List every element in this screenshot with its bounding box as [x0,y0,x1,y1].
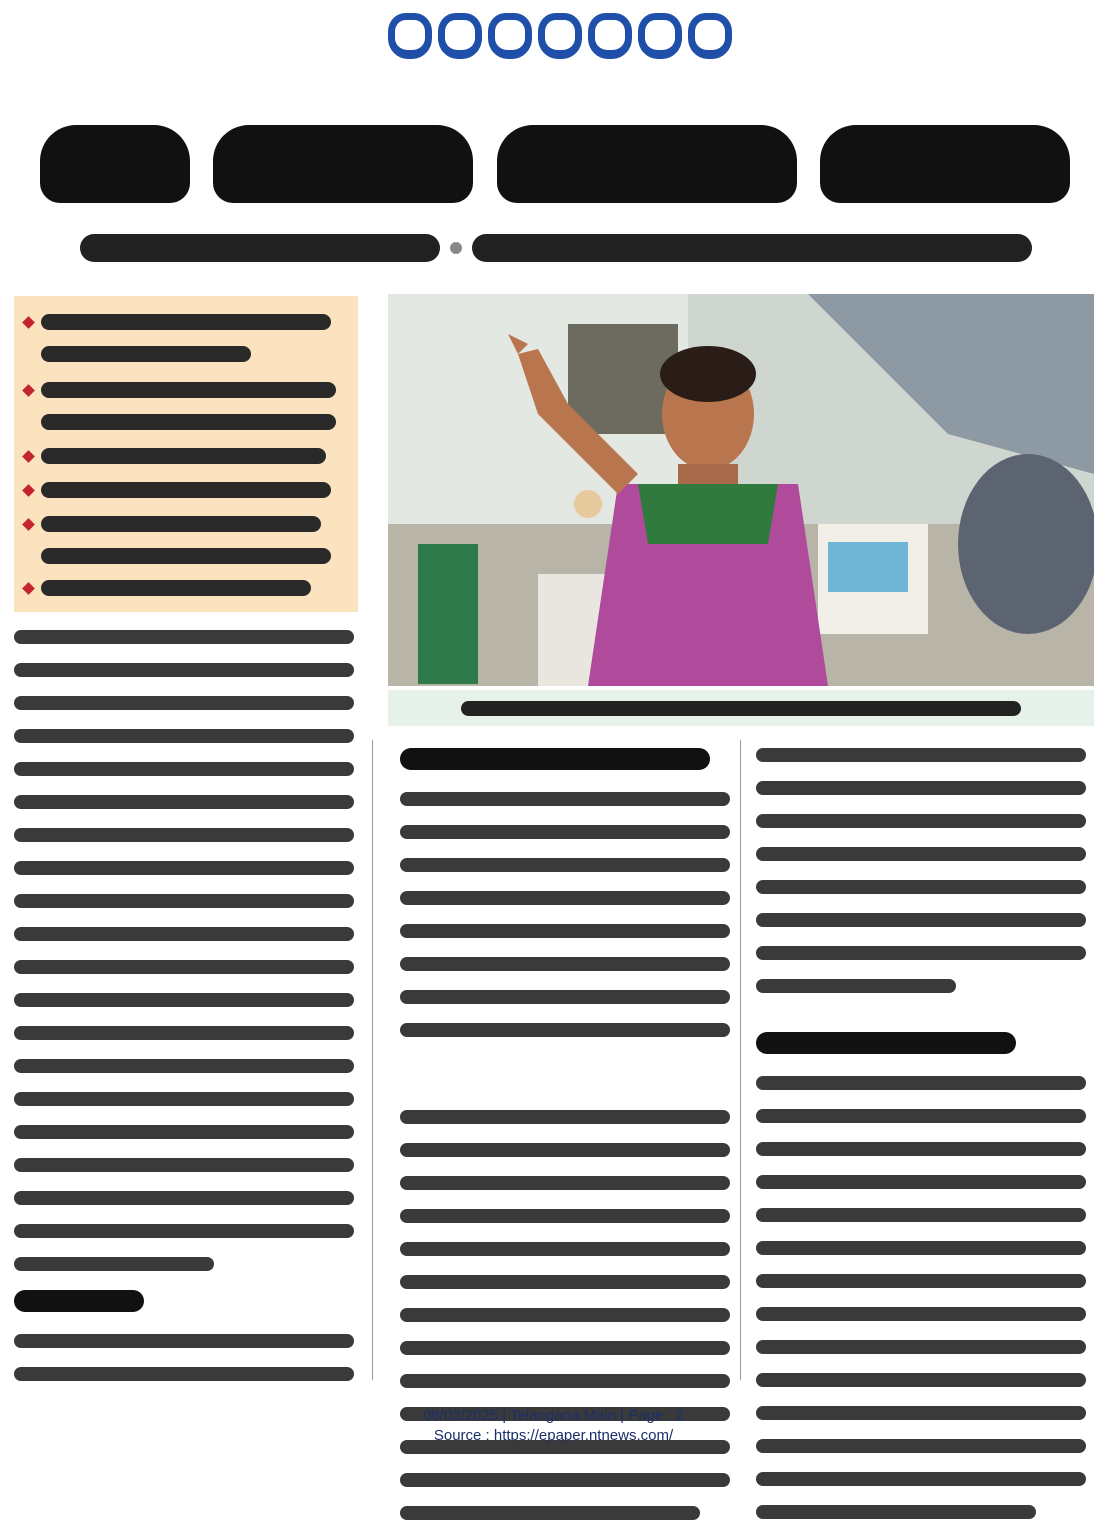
highlight-item [24,516,348,532]
column-2-subheading [400,748,710,770]
news-photo [388,294,1094,686]
highlights-box [14,296,358,612]
highlight-item [24,314,348,330]
article-subheadline [80,228,1050,268]
highlight-item [24,382,348,398]
page-footer [0,1406,1107,1446]
newspaper-masthead-logo [370,6,750,66]
highlight-item [24,448,348,464]
highlight-item-cont [24,548,348,564]
photo-caption [388,690,1094,726]
highlight-item [24,482,348,498]
footer-date-edition: 08/02/2025 | Telangana Main | Page : 2 [422,1407,685,1424]
footer-source-link[interactable]: Source : https://epaper.ntnews.com/ [433,1427,674,1444]
column-rule [740,740,741,1380]
article-column-1 [14,630,364,1400]
highlight-item-cont [24,346,348,362]
highlight-item [24,580,348,596]
article-headline [40,118,1070,210]
column-rule [372,740,373,1380]
column-3-subheading [756,1032,1016,1054]
column-1-subheading [14,1290,144,1312]
highlight-item-cont [24,414,348,430]
